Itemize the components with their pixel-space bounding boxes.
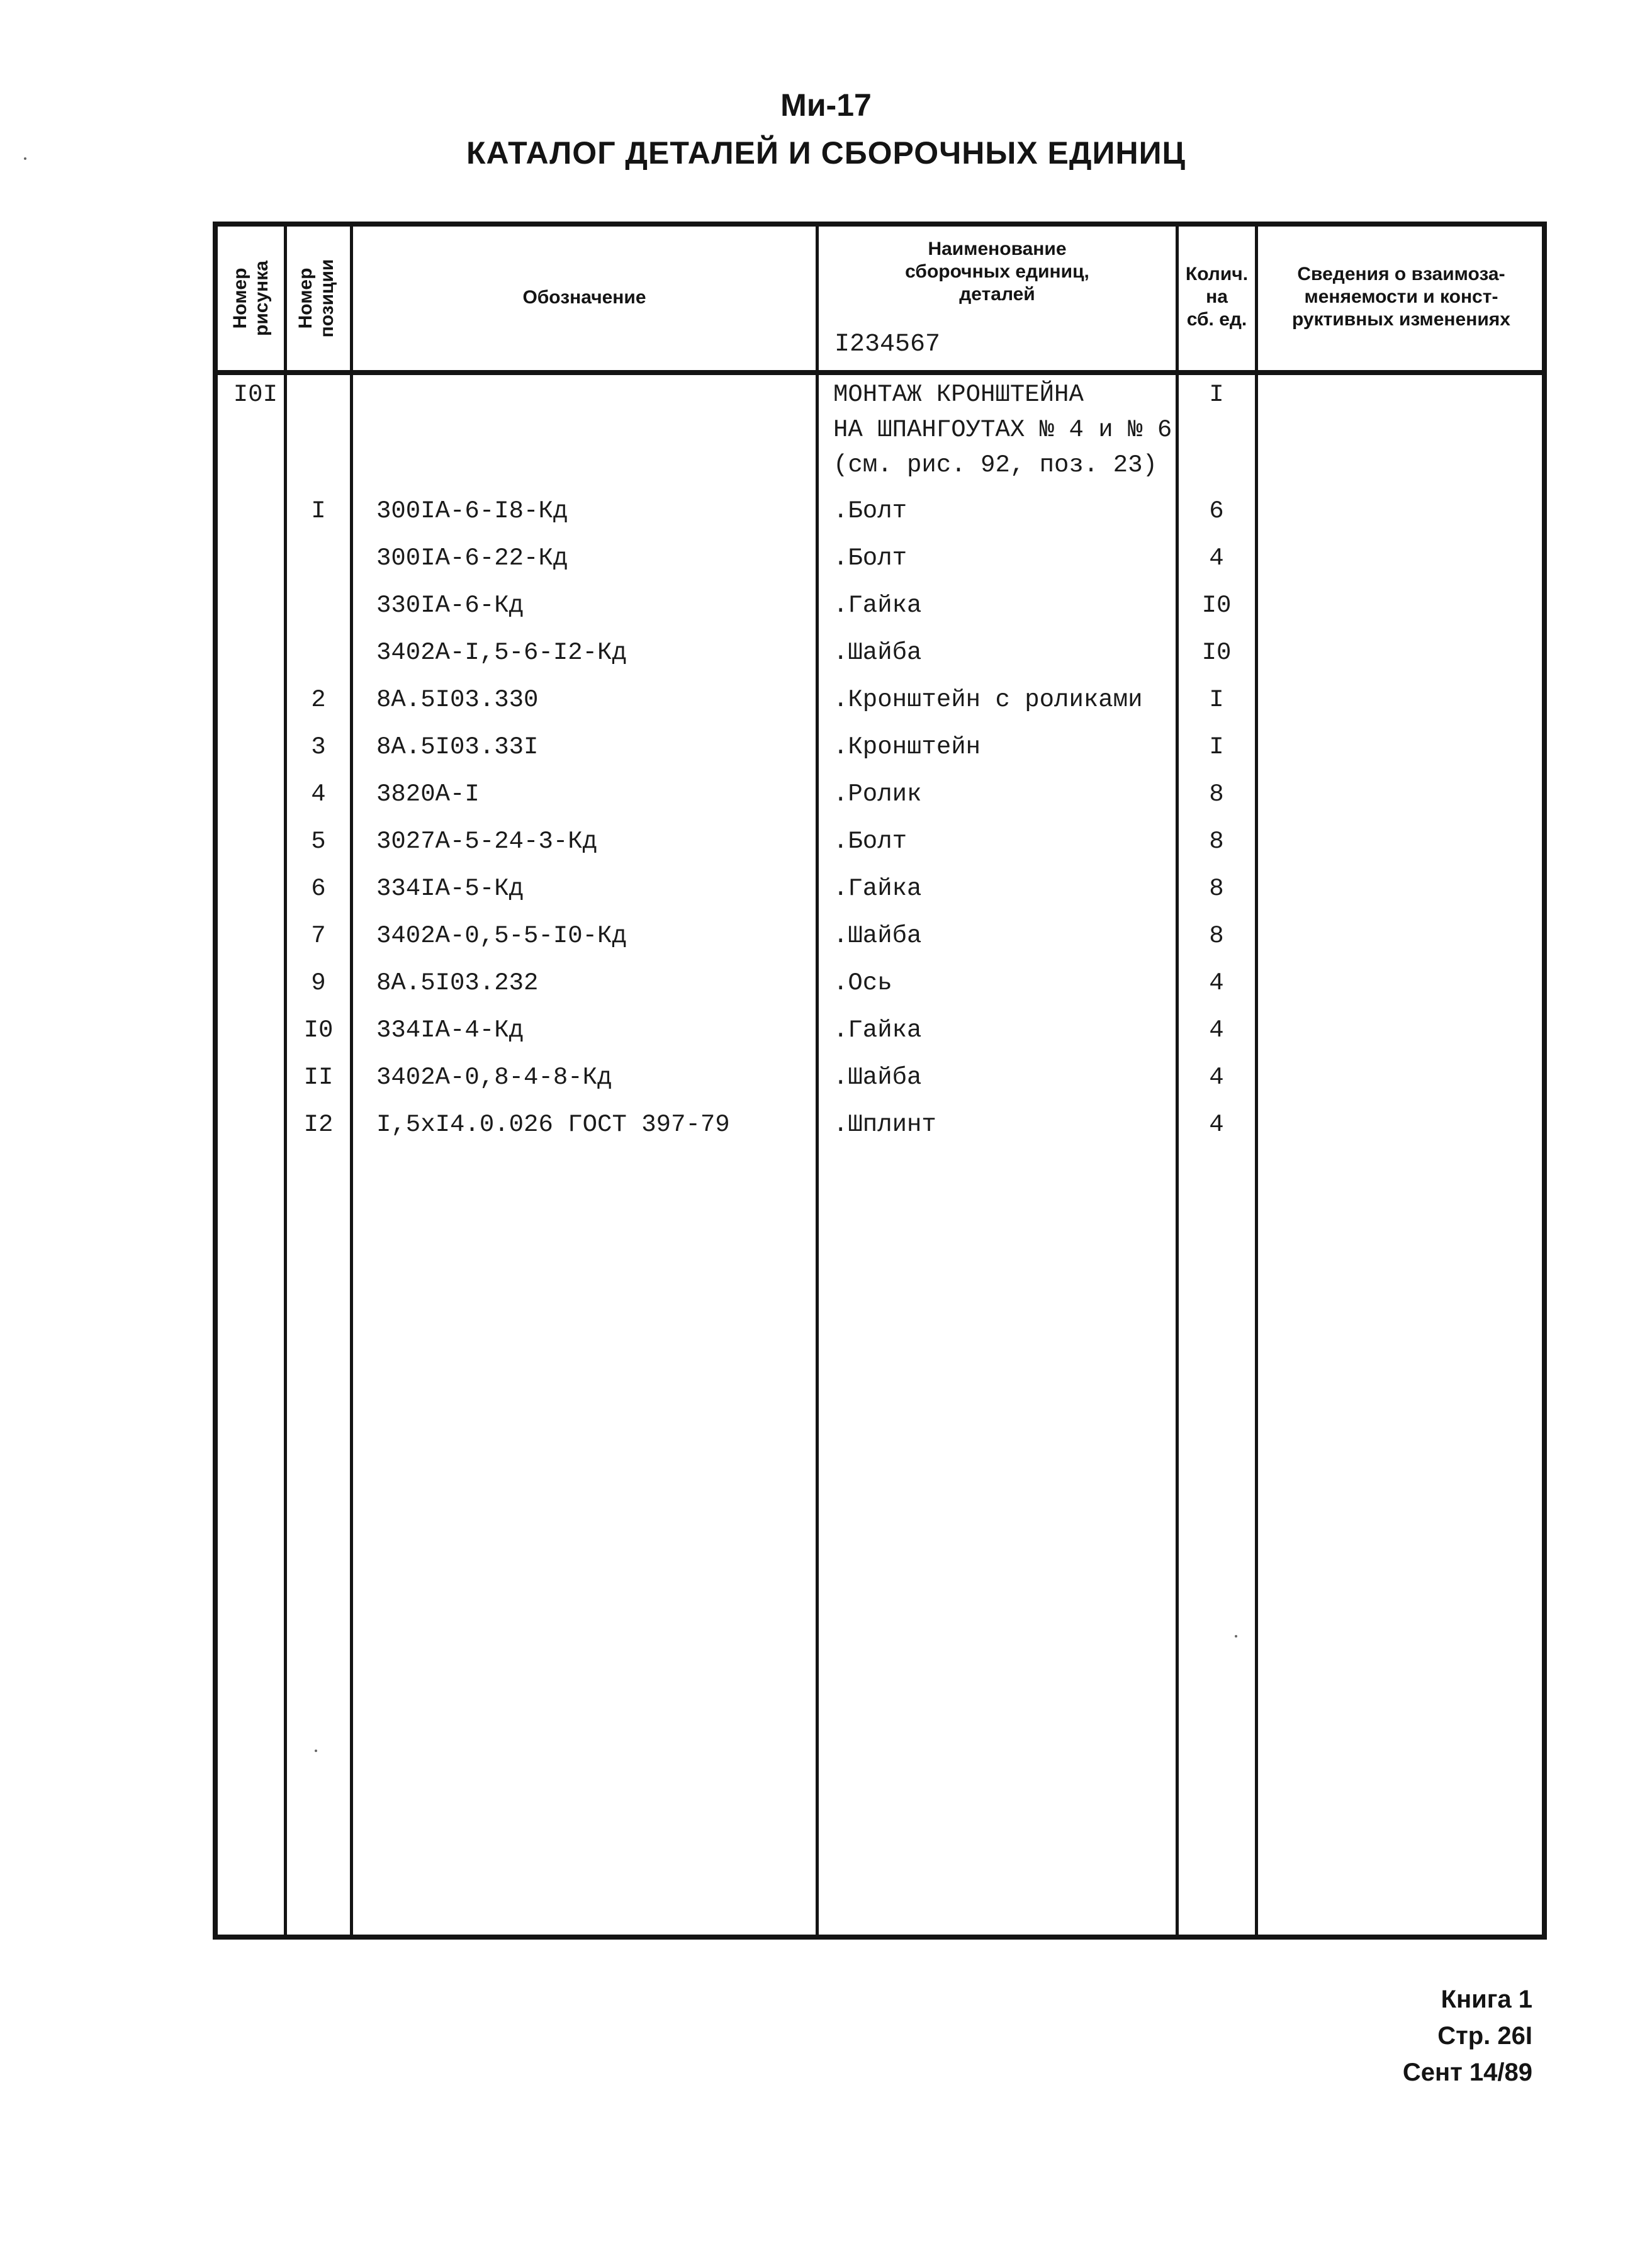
book-number: Книга 1 xyxy=(1441,1986,1532,2013)
scan-speck xyxy=(1235,1635,1237,1638)
part-designation: 8A.5I03.232 xyxy=(376,969,539,997)
part-designation: 300IA-6-22-Кд xyxy=(376,544,568,572)
position-number: 2 xyxy=(311,686,326,714)
assembly-quantity: I xyxy=(1209,381,1224,408)
part-quantity: 8 xyxy=(1209,828,1224,855)
part-name: .Болт xyxy=(833,828,907,855)
part-designation: 300IA-6-I8-Кд xyxy=(376,497,568,525)
part-name: .Шайба xyxy=(833,1064,922,1091)
part-quantity: 4 xyxy=(1209,1064,1224,1091)
part-designation: 330IA-6-Кд xyxy=(376,592,524,619)
scan-speck xyxy=(24,157,26,160)
part-quantity: I xyxy=(1209,733,1224,761)
part-name: .Шайба xyxy=(833,922,922,950)
header-designation: Обозначение xyxy=(522,287,646,308)
header-notes: Сведения о взаимоза- меняемости и конст- руктивных изменениях xyxy=(1291,264,1510,330)
position-number: 9 xyxy=(311,969,326,997)
col-divider xyxy=(350,227,353,1935)
figure-number: I0I xyxy=(233,381,278,408)
part-name: .Гайка xyxy=(833,1016,922,1044)
position-number: I0 xyxy=(303,1016,334,1044)
part-quantity: I0 xyxy=(1201,639,1232,666)
part-quantity: 6 xyxy=(1209,497,1224,525)
aircraft-model: Ми-17 xyxy=(780,87,872,123)
position-number: 7 xyxy=(311,922,326,950)
assembly-name-line: НА ШПАНГОУТАХ № 4 и № 6 xyxy=(833,416,1172,444)
parts-table xyxy=(213,222,1547,1940)
page-number: Стр. 26I xyxy=(1437,2022,1532,2050)
part-quantity: 8 xyxy=(1209,875,1224,902)
position-number: II xyxy=(303,1064,334,1091)
catalog-title: КАТАЛОГ ДЕТАЛЕЙ И СБОРОЧНЫХ ЕДИНИЦ xyxy=(466,135,1186,171)
header-name-code: I234567 xyxy=(834,330,941,359)
col-divider xyxy=(816,227,819,1935)
part-name: .Болт xyxy=(833,544,907,572)
part-designation: 3402A-0,5-5-I0-Кд xyxy=(376,922,627,950)
header-quantity: Колич. на сб. ед. xyxy=(1185,264,1249,330)
part-designation: 8A.5I03.330 xyxy=(376,686,539,714)
part-name: .Ролик xyxy=(833,780,922,808)
part-designation: 8A.5I03.33I xyxy=(376,733,539,761)
part-name: .Гайка xyxy=(833,875,922,902)
part-designation: 334IA-4-Кд xyxy=(376,1016,524,1044)
assembly-name-line: (см. рис. 92, поз. 23) xyxy=(833,451,1157,479)
part-quantity: I0 xyxy=(1201,592,1232,619)
header-position-number: Номер позиции xyxy=(295,259,337,338)
header-divider xyxy=(218,370,1542,375)
part-quantity: 8 xyxy=(1209,922,1224,950)
assembly-name-line: МОНТАЖ КРОНШТЕЙНА xyxy=(833,381,1084,408)
part-name: .Гайка xyxy=(833,592,922,619)
part-name: .Шайба xyxy=(833,639,922,666)
part-quantity: 4 xyxy=(1209,1016,1224,1044)
part-quantity: 4 xyxy=(1209,1111,1224,1138)
part-quantity: 4 xyxy=(1209,969,1224,997)
part-designation: I,5xI4.0.026 ГОСТ 397-79 xyxy=(376,1111,730,1138)
part-quantity: 4 xyxy=(1209,544,1224,572)
header-figure-number: Номер рисунка xyxy=(230,261,272,336)
revision-date: Сент 14/89 xyxy=(1402,2059,1532,2086)
part-designation: 3402A-I,5-6-I2-Кд xyxy=(376,639,627,666)
position-number: I2 xyxy=(303,1111,334,1138)
part-designation: 3402A-0,8-4-8-Кд xyxy=(376,1064,612,1091)
part-designation: 3027A-5-24-3-Кд xyxy=(376,828,598,855)
part-name: .Болт xyxy=(833,497,907,525)
position-number: I xyxy=(311,497,326,525)
part-designation: 3820A-I xyxy=(376,780,480,808)
position-number: 4 xyxy=(311,780,326,808)
col-divider xyxy=(1255,227,1258,1935)
position-number: 5 xyxy=(311,828,326,855)
part-name: .Кронштейн с роликами xyxy=(833,686,1143,714)
part-name: .Кронштейн xyxy=(833,733,981,761)
part-designation: 334IA-5-Кд xyxy=(376,875,524,902)
position-number: 6 xyxy=(311,875,326,902)
position-number: 3 xyxy=(311,733,326,761)
header-name: Наименование сборочных единиц, деталей xyxy=(905,239,1089,305)
part-name: .Шплинт xyxy=(833,1111,936,1138)
part-name: .Ось xyxy=(833,969,892,997)
scan-speck xyxy=(315,1750,317,1752)
part-quantity: I xyxy=(1209,686,1224,714)
part-quantity: 8 xyxy=(1209,780,1224,808)
